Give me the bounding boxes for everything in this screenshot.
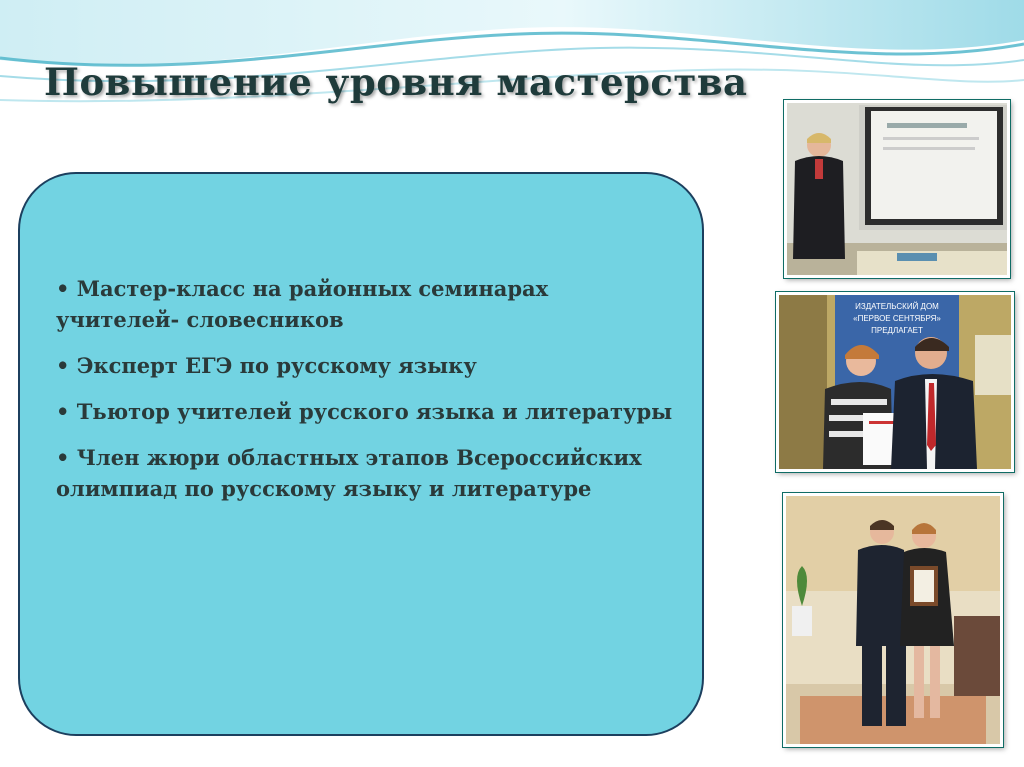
list-item: • Мастер-класс на районных семинарах учителей- словесников [56, 276, 549, 332]
banner-line-3: ПРЕДЛАГАЕТ [871, 326, 923, 335]
list-item: • Член жюри областных этапов Всероссийских олимпиад по русскому языку и литературе [56, 445, 642, 501]
list-item: • Тьютор учителей русского языка и литературы [56, 399, 673, 424]
photo-presentation [784, 100, 1010, 278]
banner-line-2: «ПЕРВОЕ СЕНТЯБРЯ» [853, 314, 941, 323]
photo-award-banner [776, 292, 1014, 472]
slide-title: Повышение уровня мастерства [44, 60, 748, 104]
achievement-list [56, 273, 676, 519]
list-item: • Эксперт ЕГЭ по русскому языку [56, 353, 477, 378]
photo-diploma-ceremony [783, 493, 1003, 747]
banner-line-1: ИЗДАТЕЛЬСКИЙ ДОМ [855, 302, 939, 311]
